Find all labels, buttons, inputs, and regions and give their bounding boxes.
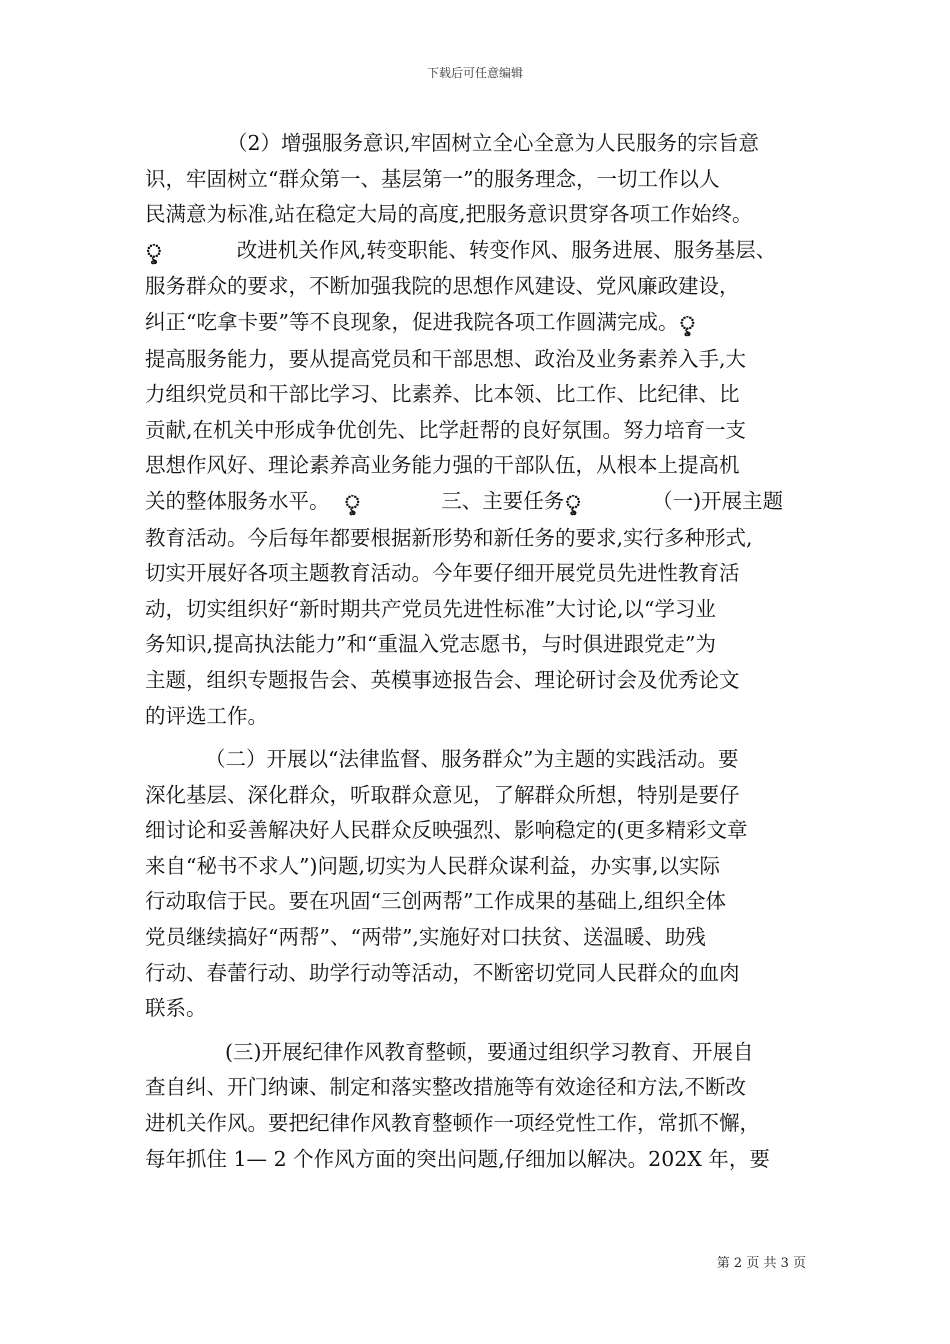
text-line: 力组织党员和干部比学习、比素养、比本领、比工作、比纪律、比 bbox=[145, 382, 740, 407]
text-line: 主题，组织专题报告会、英模事迹报告会、理论研讨会及优秀论文 bbox=[145, 667, 740, 692]
text-line: ৢ 改进机关作风,转变职能、转变作风、服务进展、服务基层、 bbox=[145, 237, 777, 262]
bullet-mark: ৢ bbox=[678, 311, 697, 334]
text-line: 务知识,提高执法能力”和“重温入党志愿书，与时俱进跟党走”为 bbox=[145, 632, 716, 657]
text-line: （二）开展以“法律监督、服务群众”为主题的实践活动。要 bbox=[205, 747, 739, 772]
text-line: 思想作风好、理论素养高业务能力强的干部队伍，从根本上提高机 bbox=[145, 453, 740, 478]
text-line: 教育活动。今后每年都要根据新形势和新任务的要求,实行多种形式, bbox=[145, 525, 753, 550]
bullet-mark: ৢ bbox=[343, 490, 362, 513]
page-number: 第 2 页 共 3 页 bbox=[716, 1256, 806, 1271]
text-line: 来自“秘书不求人”)问题,切实为人民群众谋利益，办实事,以实际 bbox=[145, 853, 720, 878]
text-line: 纠正“吃拿卡要”等不良现象，促进我院各项工作圆满完成。ৢ bbox=[145, 309, 697, 334]
document-body bbox=[145, 126, 805, 1177]
text-line: 行动取信于民。要在巩固“三创两帮”工作成果的基础上,组织全体 bbox=[145, 889, 726, 914]
text-line: 进机关作风。要把纪律作风教育整顿作一项经党性工作，常抓不懈， bbox=[145, 1111, 760, 1136]
paragraph bbox=[145, 1035, 805, 1177]
text-line: 的评选工作。 bbox=[145, 703, 268, 728]
text-line: 每年抓住 1— 2 个作风方面的突出问题,仔细加以解决。202X 年，要 bbox=[145, 1146, 770, 1171]
header-note: 下载后可任意编辑 bbox=[426, 66, 523, 80]
text-line: 党员继续搞好“两帮”、“两带”,实施好对口扶贫、送温暖、助残 bbox=[145, 925, 706, 950]
bullet-mark: ৢ bbox=[564, 490, 583, 513]
text-line: 提高服务能力，要从提高党员和干部思想、政治及业务素养入手,大 bbox=[145, 346, 747, 371]
text-line: 民满意为标准,站在稳定大局的高度,把服务意识贯穿各项工作始终。 bbox=[145, 202, 753, 227]
text-line: （2）增强服务意识,牢固树立全心全意为人民服务的宗旨意 bbox=[227, 131, 760, 155]
text-line: 查自纠、开门纳谏、制定和落实整改措施等有效途径和方法,不断改 bbox=[145, 1075, 747, 1100]
text-line: 动，切实组织好“新时期共产党员先进性标准”大讨论,以“学习业 bbox=[145, 596, 716, 621]
text-line: 贡献,在机关中形成争优创先、比学赶帮的良好氛围。努力培育一支 bbox=[145, 417, 747, 442]
paragraph bbox=[145, 742, 805, 1027]
text-line: 切实开展好各项主题教育活动。今年要仔细开展党员先进性教育活 bbox=[145, 561, 740, 586]
text-line: 联系。 bbox=[145, 996, 207, 1021]
section-heading: 三、主要任务 bbox=[441, 488, 565, 513]
text-line: 行动、春蕾行动、助学行动等活动，不断密切党同人民群众的血肉 bbox=[145, 960, 740, 985]
text-line: (三)开展纪律作风教育整顿，要通过组织学习教育、开展自 bbox=[225, 1039, 754, 1064]
bullet-mark: ৢ bbox=[145, 239, 163, 262]
text-line: 关的整体服务水平。 ৢ 三、主要任务ৢ （一)开展主题 bbox=[145, 488, 784, 513]
text-line: 深化基层、深化群众，听取群众意见，了解群众所想，特别是要仔 bbox=[145, 782, 740, 807]
text-line: 服务群众的要求，不断加强我院的思想作风建设、党风廉政建设， bbox=[145, 274, 740, 299]
text-line: 识，牢固树立“群众第一、基层第一”的服务理念，一切工作以人 bbox=[145, 166, 720, 191]
paragraph bbox=[145, 126, 805, 734]
text-line: 细讨论和妥善解决好人民群众反映强烈、影响稳定的(更多精彩文章 bbox=[145, 818, 748, 843]
